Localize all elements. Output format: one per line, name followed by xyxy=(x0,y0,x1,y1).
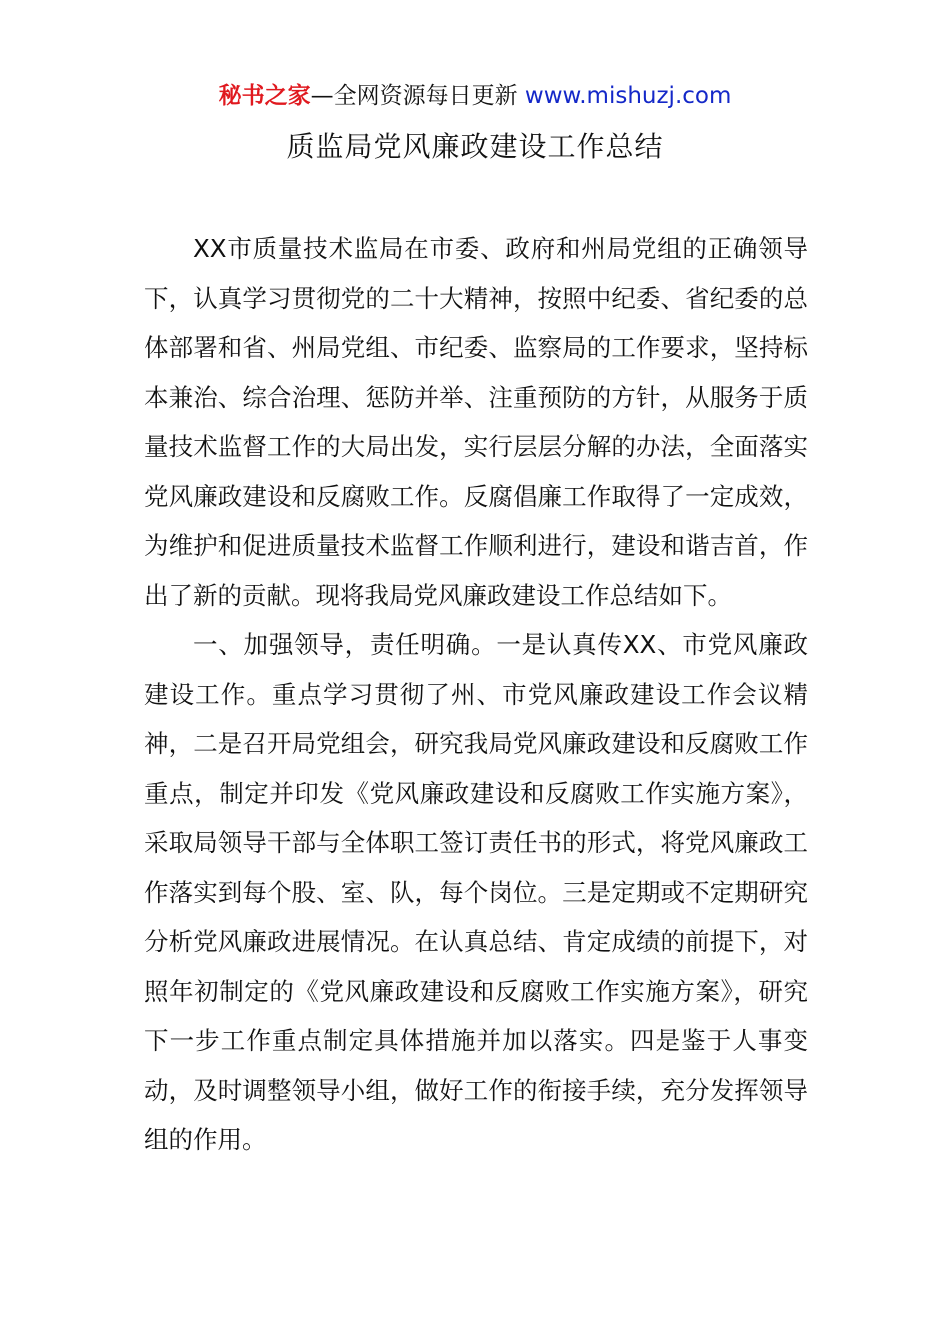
site-header xyxy=(0,80,950,112)
document-title: 质监局党风廉政建设工作总结 xyxy=(286,130,664,163)
site-url-link[interactable]: www.mishuzj.com xyxy=(524,83,732,109)
paragraph-intro: XX市质量技术监局在市委、政府和州局党组的正确领导下，认真学习贯彻党的二十大精神，按照中纪委、省纪委的总体部署和省、州局党组、市纪委、监察局的工作要求，坚持标本兼治、综合治理、惩防并举、注重预防的方针，从服务于质量技术监督工作的大局出发，实行层层分解的办法，全面落实党风廉政建设和反腐败工作。反腐倡廉工作取得了一定成效，为维护和促进质量技术监督工作顺利进行，建设和谐吉首，作出了新的贡献。现将我局党风廉政建设工作总结如下。 xyxy=(144,234,808,610)
paragraph-section-1: 一、加强领导，责任明确。一是认真传XX、市党风廉政建设工作。重点学习贯彻了州、市党风廉政建设工作会议精神，二是召开局党组会，研究我局党风廉政建设和反腐败工作重点，制定并印发《党风廉政建设和反腐败工作实施方案》，采取局领导干部与全体职工签订责任书的形式，将党风廉政工作落实到每个股、室、队，每个岗位。三是定期或不定期研究分析党风廉政进展情况。在认真总结、肯定成绩的前提下，对照年初制定的《党风廉政建设和反腐败工作实施方案》，研究下一步工作重点制定具体措施并加以落实。四是鉴于人事变动，及时调整领导小组，做好工作的衔接手续，充分发挥领导组的作用。 xyxy=(144,630,808,1154)
header-tagline: —全网资源每日更新 xyxy=(310,83,518,109)
brand-name: 秘书之家 xyxy=(218,83,311,109)
document-body xyxy=(144,224,808,1165)
